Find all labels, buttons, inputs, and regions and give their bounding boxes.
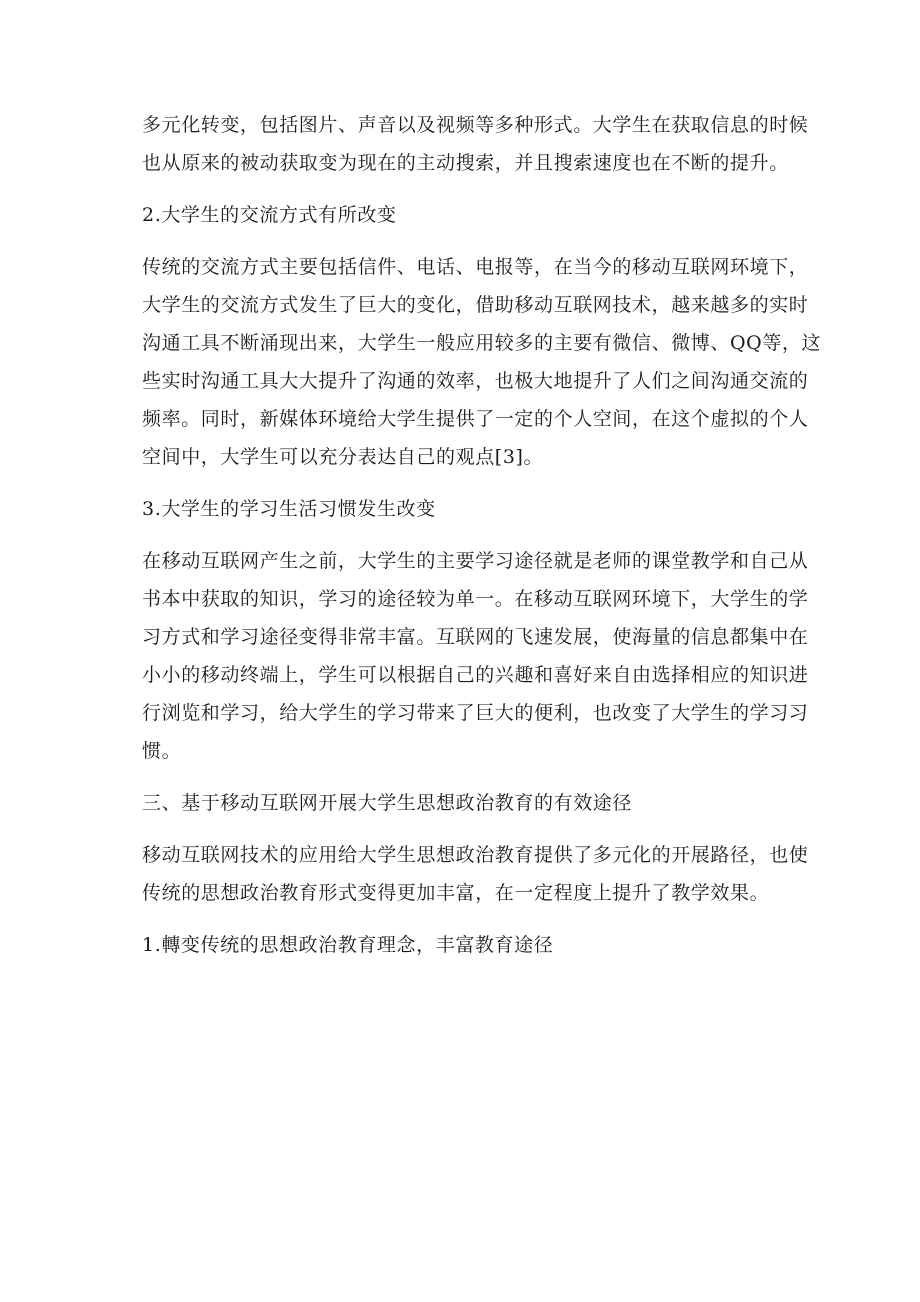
text-line: 惯。 bbox=[142, 740, 182, 762]
paragraph bbox=[142, 106, 809, 182]
section-heading: 1.轉变传统的思想政治教育理念，丰富教育途径 bbox=[142, 934, 554, 956]
text-line: 习方式和学习途径变得非常丰富。互联网的飞速发展，使海量的信息都集中在 bbox=[142, 626, 809, 648]
document-page bbox=[142, 106, 822, 964]
text-line: 传统的思想政治教育形式变得更加丰富，在一定程度上提升了教学效果。 bbox=[142, 882, 770, 904]
text-line: 多元化转变，包括图片、声音以及视频等多种形式。大学生在获取信息的时候 bbox=[142, 114, 809, 136]
section-heading: 2.大学生的交流方式有所改变 bbox=[142, 204, 397, 226]
text-line: 行浏览和学习，给大学生的学习带来了巨大的便利，也改变了大学生的学习习 bbox=[142, 702, 809, 724]
text-line: 些实时沟通工具大大提升了沟通的效率，也极大地提升了人们之间沟通交流的 bbox=[142, 370, 809, 392]
text-line: 小小的移动终端上，学生可以根据自己的兴趣和喜好来自由选择相应的知识进 bbox=[142, 664, 809, 686]
text-line: 在移动互联网产生之前，大学生的主要学习途径就是老师的课堂教学和自己从 bbox=[142, 550, 809, 572]
text-line: 也从原来的被动获取变为现在的主动搜索，并且搜索速度也在不断的提升。 bbox=[142, 152, 789, 174]
section-heading: 3.大学生的学习生活习惯发生改变 bbox=[142, 498, 436, 520]
text-line: 书本中获取的知识，学习的途径较为单一。在移动互联网环境下，大学生的学 bbox=[142, 588, 809, 610]
paragraph bbox=[142, 542, 809, 770]
paragraph bbox=[142, 836, 809, 912]
section-heading: 三、基于移动互联网开展大学生思想政治教育的有效途径 bbox=[142, 792, 633, 814]
text-line: 频率。同时，新媒体环境给大学生提供了一定的个人空间，在这个虚拟的个人 bbox=[142, 408, 809, 430]
text-line: 传统的交流方式主要包括信件、电话、电报等，在当今的移动互联网环境下， bbox=[142, 256, 809, 278]
paragraph bbox=[142, 248, 822, 476]
text-line: 大学生的交流方式发生了巨大的变化，借助移动互联网技术，越来越多的实时 bbox=[142, 294, 809, 316]
text-line: 空间中，大学生可以充分表达自己的观点[3]。 bbox=[142, 446, 544, 468]
text-line: 沟通工具不断涌现出来，大学生一般应用较多的主要有微信、微博、QQ等，这 bbox=[142, 332, 822, 354]
text-line: 移动互联网技术的应用给大学生思想政治教育提供了多元化的开展路径，也使 bbox=[142, 844, 809, 866]
